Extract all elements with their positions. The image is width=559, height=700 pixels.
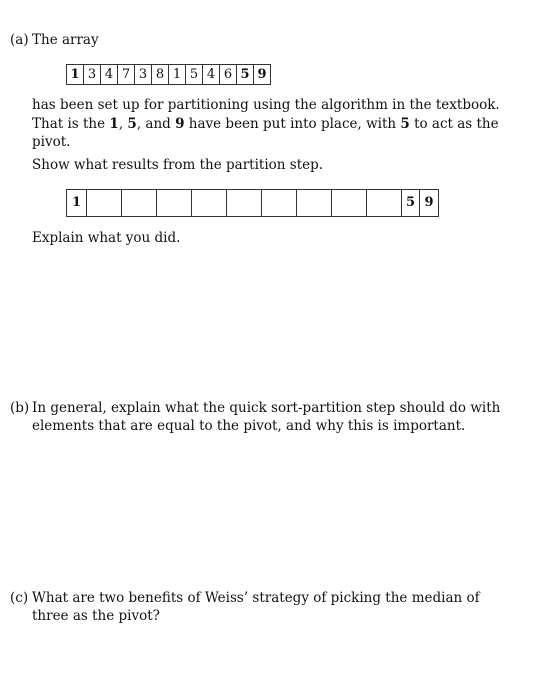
result-array-cell [87,190,122,216]
question-a-explain: Explain what you did. [32,230,181,246]
array-cell: 4 [203,65,220,84]
result-array [66,189,439,217]
text-span: to act as the [409,116,499,132]
result-array-cell [122,190,157,216]
array-cell: 7 [118,65,135,84]
text-span: have been put into place, with [184,116,401,132]
result-array-cell: 1 [67,190,87,216]
result-array-cell [332,190,367,216]
question-b-label: (b) [10,400,30,416]
question-c-line1: What are two benefits of Weiss’ strategy of picking the median of [32,590,480,606]
question-a-paragraph-line3: pivot. [32,134,71,150]
array-cell: 6 [220,65,237,84]
question-b-line2: elements that are equal to the pivot, and why this is important. [32,418,466,434]
result-array-cell [297,190,332,216]
array-cell: 5 [237,65,254,84]
question-c-line2: three as the pivot? [32,608,160,624]
bold-value: 1 [109,116,119,132]
text-span: That is the [32,116,110,132]
question-a-show-instruction: Show what results from the partition step. [32,157,324,173]
bold-value: 5 [400,116,410,132]
bold-value: 9 [175,116,185,132]
array-cell: 9 [257,67,267,82]
array-cell: 3 [84,65,101,84]
question-c-label: (c) [10,590,29,606]
question-a-paragraph-line1: has been set up for partitioning using the algorithm in the textbook. [32,97,500,113]
result-array-cell [227,190,262,216]
bold-value: 5 [127,116,137,132]
array-cell: 8 [152,65,169,84]
result-array-cell: 9 [424,195,434,210]
result-array-cell [367,190,402,216]
result-array-cell [157,190,192,216]
array-cell: 3 [135,65,152,84]
array-cell: 5 [186,65,203,84]
text-span: , [118,116,128,132]
array-cell: 4 [101,65,118,84]
result-array-cell: 5 [402,190,420,216]
question-b-line1: In general, explain what the quick sort-partition step should do with [32,400,501,416]
text-span: , and [136,116,176,132]
result-array-cell [192,190,227,216]
question-a-paragraph-line2 [32,115,499,133]
array-cell: 1 [169,65,186,84]
result-array-cell [262,190,297,216]
question-a-intro: The array [32,32,99,48]
question-a-label: (a) [10,32,29,48]
input-array [66,64,271,85]
array-cell: 1 [67,65,84,84]
